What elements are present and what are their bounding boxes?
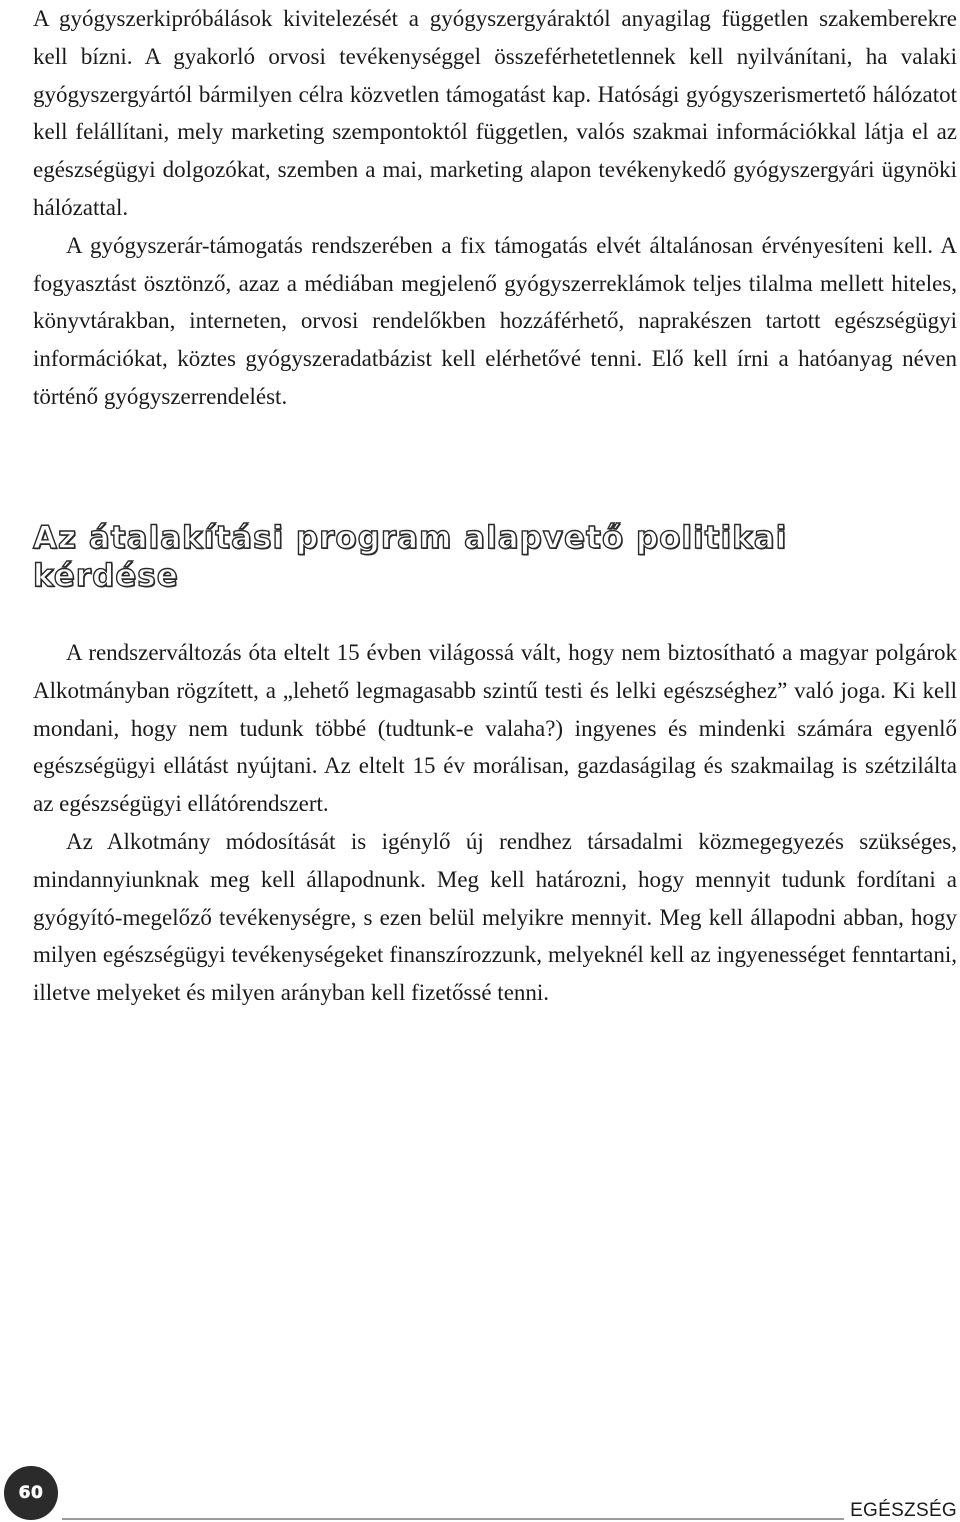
page-footer [0, 1466, 960, 1520]
paragraph-drug-subsidy: A gyógyszerár-támogatás rendszerében a fix támogatás elvét általánosan érvényesíteni kell. A fogyasztást ösztönző, azaz a médiában megjelenő gyógyszerreklámok teljes tilalma mellett hiteles, könyvtárakban, interneten, orvosi rendelőkben hozzáférhető, naprakészen tartott egészségügyi információkat, köztes gyógyszeradatbázist kell elérhetővé tenni. Elő kell írni a hatóanyag néven történő gyógyszerrendelést. [33, 232, 957, 409]
paragraph-drug-trials: A gyógyszerkipróbálások kivitelezését a gyógyszergyáraktól anyagilag független szakemberekre kell bízni. A gyakorló orvosi tevékenységgel összeférhetetlennek kell nyilvánítani, ha valaki gyógyszergyártól bármilyen célra közvetlen támogatást kap. Hatósági gyógyszerismertető hálózatot kell felállítani, mely marketing szempontoktól független, valós szakmai információkkal látja el az egészségügyi dolgozókat, szemben a mai, marketing alapon tevékenykedő gyógyszergyári ügynöki hálózattal. [33, 6, 957, 220]
page-number: 60 [18, 1483, 44, 1503]
paragraph-system-change: A rendszerváltozás óta eltelt 15 évben világossá vált, hogy nem biztosítható a magyar polgárok Alkotmányban rögzített, a „lehető legmagasabb szintű testi és lelki egészséghez” való joga. Ki kell mondani, hogy nem tudunk többé (tudtunk-e valaha?) ingyenes és mindenki számára egyenlő egészségügyi ellátást nyújtani. Az eltelt 15 év morálisan, gazdaságilag és szakmailag is szétzilálta az egészségügyi ellátórendszert. [33, 640, 957, 817]
footer-section-label: EGÉSZSÉG [850, 1500, 957, 1521]
paragraph-constitution: Az Alkotmány módosítását is igénylő új rendhez társadalmi közmegegyezés szükséges, mindannyiunknak meg kell állapodnunk. Meg kell határozni, hogy mennyit tudunk fordítani a gyógyító-megelőző tevékenységre, s ezen belül melyikre mennyit. Meg kell állapodni abban, hogy milyen egészségügyi tevékenységeket finanszírozzunk, melyeknél kell az ingyenességet fenntartani, illetve melyeket és milyen arányban kell fizetőssé tenni. [33, 828, 957, 1006]
bottom-text-block [33, 634, 957, 1012]
section-heading: Az átalakítási program alapvető politikai kérdése [33, 520, 788, 594]
top-text-block [33, 0, 957, 416]
page-number-badge [4, 1466, 58, 1520]
